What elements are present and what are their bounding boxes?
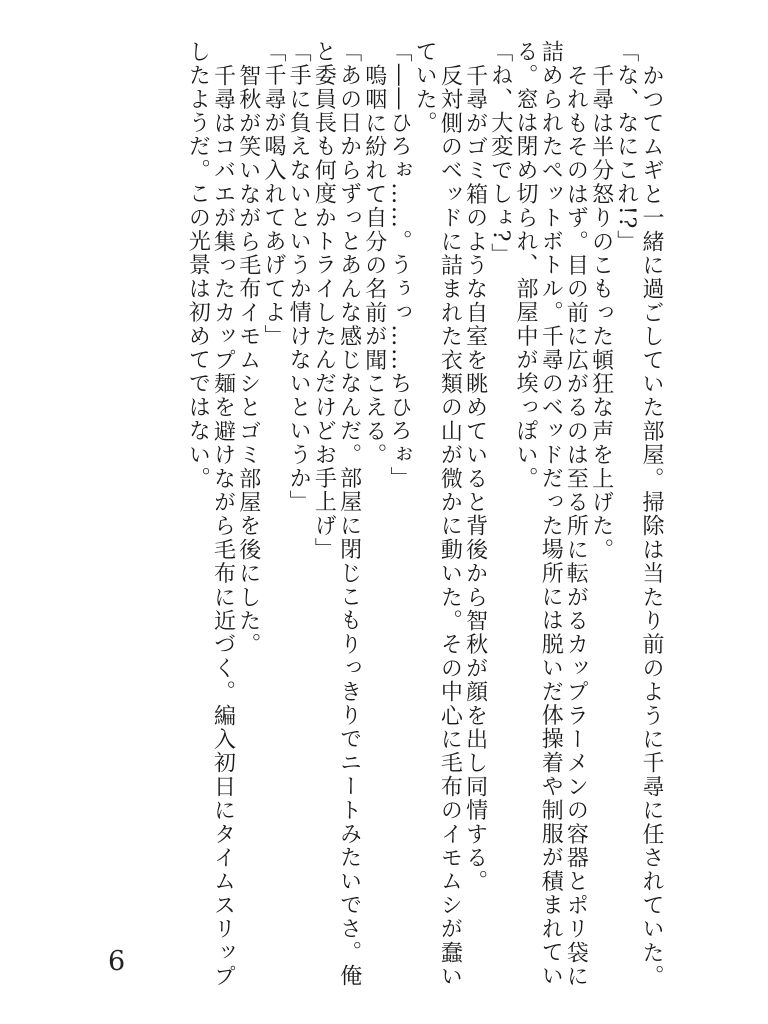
text-line-14: と委員長も何度かトライしたんだけどお手上げ」 (311, 40, 337, 562)
text-line-1: かつてムギと一緒に過ごしていた部屋。掃除は当たり前のように千尋に任されていた。 (639, 64, 664, 989)
text-line-9: 反対側のベッドに詰まれた衣類の山が微かに動いた。その中心に毛布のイモムシが蠢い (437, 64, 463, 989)
page-number: 6 (108, 946, 126, 977)
text-line-5: 詰められたペットボトル。千尋のベッドだった場所には脱いだ体操着や制服が積まれてい (538, 40, 564, 988)
text-line-12: 嗚咽に紛れて自分の名前が聞こえる。 (361, 64, 387, 467)
body-text (185, 40, 664, 989)
text-line-16: 「千尋が喝入れてあげてよ」 (260, 40, 286, 349)
text-line-19: したようだ。この光景は初めてではない。 (185, 40, 211, 491)
text-line-11: 「――ひろぉ……。うぅっ……ちひろぉ」 (386, 40, 412, 491)
text-line-18: 千尋はコバエが集ったカップ麺を避けながら毛布に近づく。編入初日にタイムスリップ (210, 64, 236, 989)
text-line-6: る。窓は閉め切られ、部屋中が埃っぽい。 (512, 40, 538, 491)
text-line-3: 千尋は半分怒りのこもった頓狂な声を上げた。 (588, 64, 614, 562)
text-line-2: 「な、なにこれ!?」 (613, 40, 639, 254)
text-line-17: 智秋が笑いながら毛布イモムシとゴミ部屋を後にした。 (235, 64, 261, 657)
text-line-13: 「あの日からずっとあんな感じなんだ。部屋に閉じこもりっきりでニートみたいでさ。俺 (336, 40, 362, 988)
text-line-7: 「ね、大変でしょ?」 (487, 40, 513, 267)
text-line-8: 千尋がゴミ箱のような自室を眺めていると背後から智秋が顔を出し同情する。 (462, 64, 488, 894)
text-line-4: それもそのはず。目の前に広がるのは至る所に転がるカップラーメンの容器とポリ袋に (563, 64, 589, 989)
text-line-10: ていた。 (412, 40, 438, 135)
text-line-15: 「手に負えないというか情けないというか」 (286, 40, 312, 514)
